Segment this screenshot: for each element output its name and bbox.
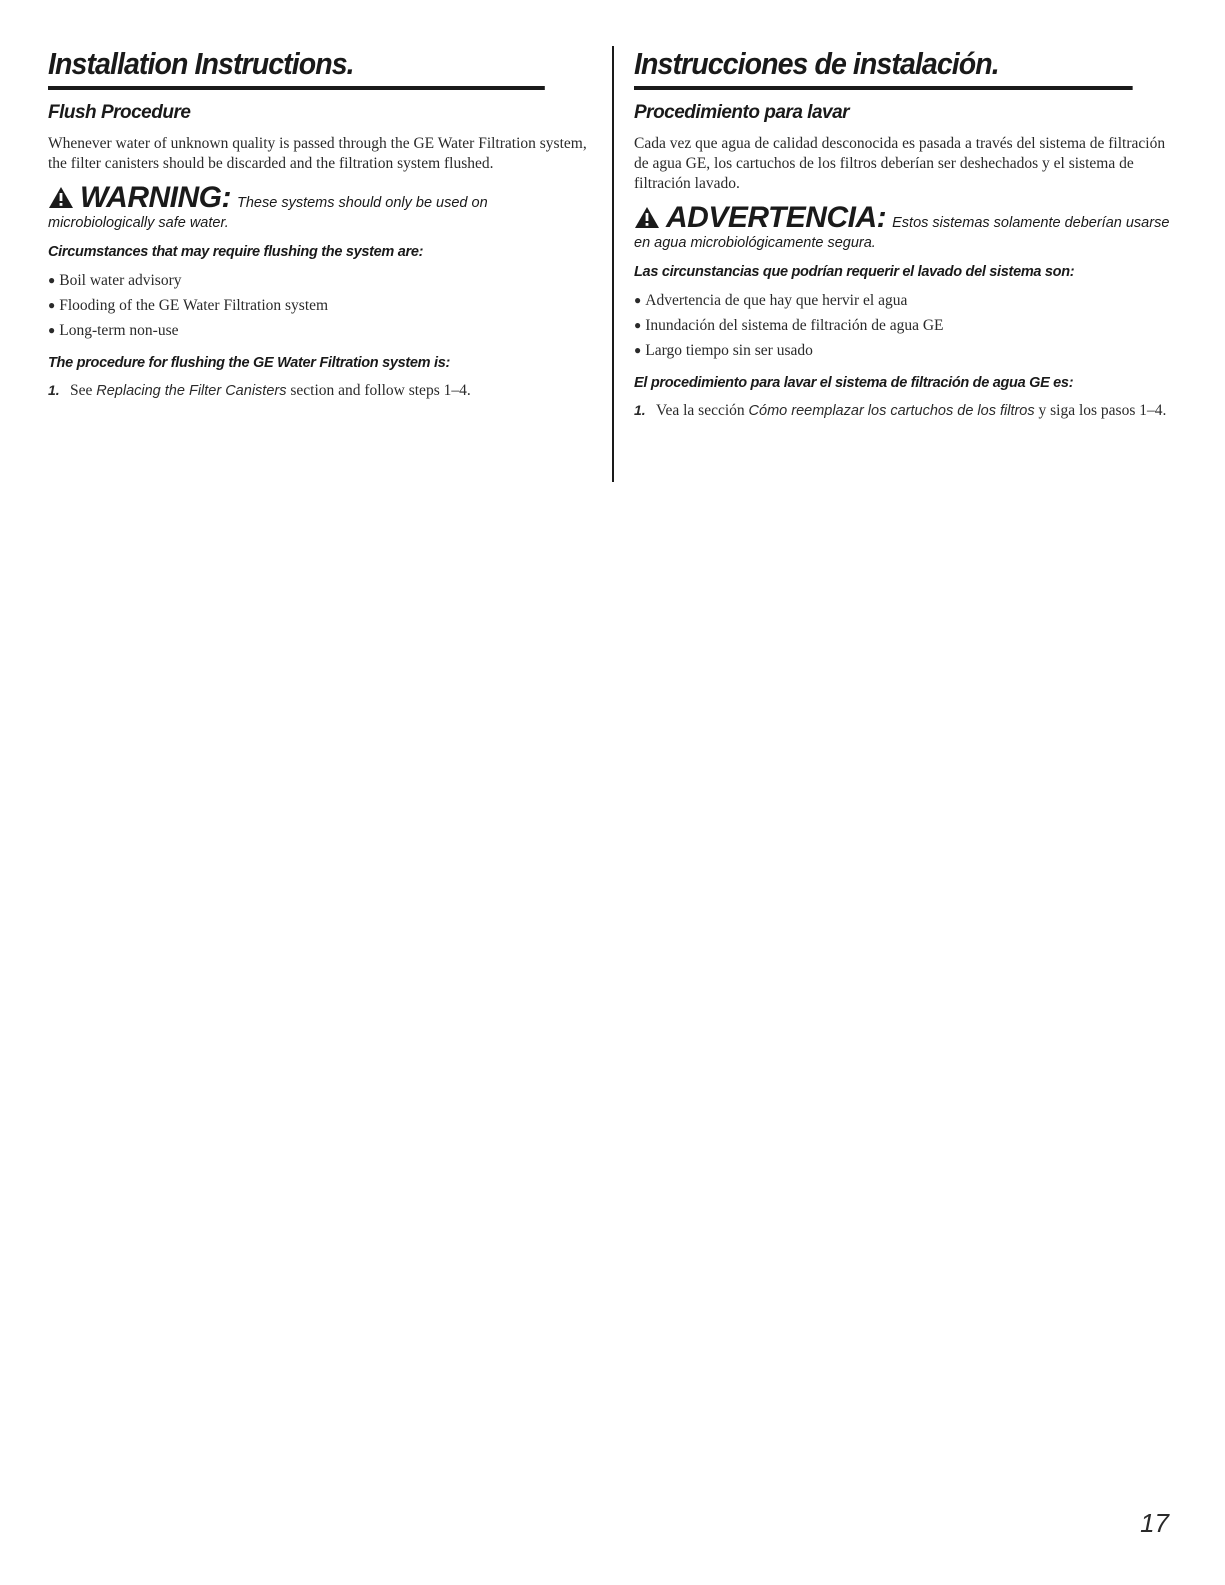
column-divider [612,46,614,482]
warning-text: These systems should only be used on [236,195,488,211]
circumstances-heading-spanish: Las circunstancias que podrían requerir el lavado del sistema son: [634,264,1075,280]
english-column [48,46,588,402]
warning-text-continued: microbiologically safe water. [48,215,229,231]
list-item: ● Advertencia de que hay que hervir el agua [634,292,908,309]
warning-triangle-icon [634,206,660,234]
step-number: 1. [48,382,60,398]
page-title-spanish: Instrucciones de instalación. [634,46,1133,90]
warning-label: WARNING: [80,181,231,214]
section-title: Flush Procedure [48,102,191,123]
page-number: 17 [1140,1508,1169,1538]
procedure-heading: The procedure for flushing the GE Water Filtration system is: [48,355,450,371]
circumstances-heading: Circumstances that may require flushing the system are: [48,244,424,260]
warning-label-spanish: ADVERTENCIA: [666,201,887,234]
procedure-heading-spanish: El procedimiento para lavar el sistema de filtración de agua GE es: [634,375,1074,391]
circumstances-list-spanish [634,288,1176,363]
section-reference: Replacing the Filter Canisters [96,383,287,399]
list-item: ● Boil water advisory [48,272,182,289]
warning-text-continued-spanish: en agua microbiológicamente segura. [634,235,876,251]
warning-block-spanish [634,201,1176,252]
warning-triangle-icon [48,186,74,214]
circumstances-list [48,268,588,343]
intro-paragraph-spanish: Cada vez que agua de calidad desconocida es pasada a través del sistema de filtración de agua GE, los cartuchos de los filtros deberían ser deshechados y el sistema de filtración lavado. [634,135,1166,192]
intro-paragraph: Whenever water of unknown quality is passed through the GE Water Filtration system, the filter canisters should be discarded and the filtration system flushed. [48,135,587,172]
list-item: ● Long-term non-use [48,322,179,339]
page-title: Installation Instructions. [48,46,545,90]
step-item-spanish: 1. Vea la sección Cómo reemplazar los cartuchos de los filtros y siga los pasos 1–4. [634,399,1176,422]
section-reference: Cómo reemplazar los cartuchos de los filtros [748,403,1035,419]
step-number: 1. [634,402,646,418]
list-item: ● Largo tiempo sin ser usado [634,342,813,359]
spanish-column [634,46,1176,422]
warning-text-spanish: Estos sistemas solamente deberían usarse [892,215,1170,231]
warning-block [48,181,588,232]
list-item: ● Flooding of the GE Water Filtration system [48,297,329,314]
step-item: 1. See Replacing the Filter Canisters section and follow steps 1–4. [48,379,588,402]
list-item: ● Inundación del sistema de filtración de agua GE [634,317,944,334]
section-title-spanish: Procedimiento para lavar [634,102,850,123]
